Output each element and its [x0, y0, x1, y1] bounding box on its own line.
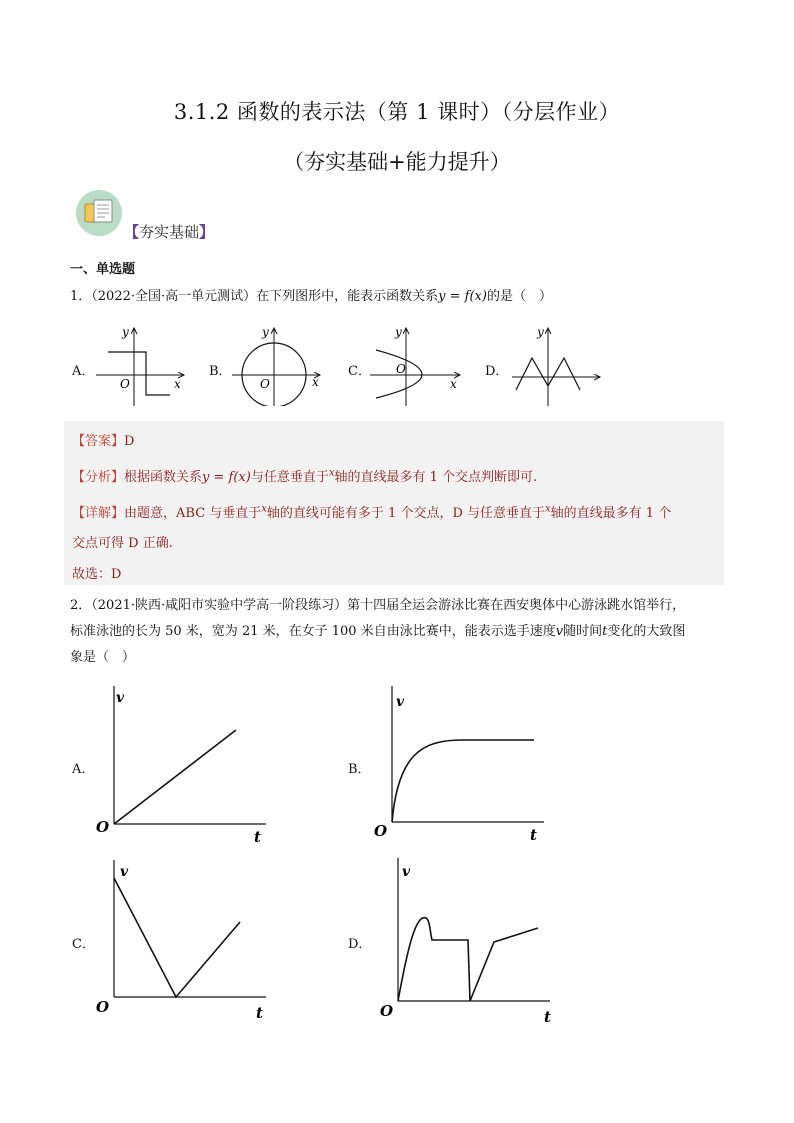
detail-var2: x: [545, 503, 551, 515]
t-label: t: [254, 828, 261, 846]
q2-graph-a: [94, 684, 274, 848]
q1-graph-a: [92, 322, 192, 406]
q2-line1-text: 第十四届全运会游泳比赛在西安奥体中心游泳跳水馆举行，: [347, 598, 686, 613]
x-label: x: [174, 377, 181, 391]
question-2: [70, 593, 730, 671]
q1-option-b-label[interactable]: B．: [209, 364, 232, 379]
origin-label: O: [260, 377, 270, 391]
part-heading: 一、单选题: [70, 262, 136, 277]
y-label: y: [395, 325, 402, 339]
q1-option-a-label[interactable]: A．: [72, 364, 95, 379]
analysis-pre: 根据函数关系: [124, 470, 203, 485]
q2-line-1: [70, 593, 730, 619]
analysis-var: x: [328, 467, 335, 479]
page-subtitle: （夯实基础+能力提升）: [283, 150, 511, 174]
q1-option-d-label[interactable]: D．: [485, 364, 509, 379]
q2-option-d-label[interactable]: D．: [348, 937, 372, 952]
y-label: y: [262, 325, 269, 339]
analysis-label: 【分析】: [72, 470, 125, 485]
v-label: v: [396, 694, 405, 710]
q2-option-a-label[interactable]: A．: [72, 762, 95, 777]
t-label: t: [530, 826, 537, 844]
t-label: t: [544, 1008, 551, 1024]
analysis-post: 轴的直线最多有 1 个交点判断即可.: [334, 470, 538, 485]
detail-1b: 轴的直线可能有多于 1 个交点，D 与任意垂直于: [266, 506, 546, 521]
q1-formula: y = f(x): [438, 289, 487, 304]
q2-line2b: 随时间: [563, 624, 603, 639]
analysis-mid: 与任意垂直于: [250, 470, 329, 485]
detail-var1: x: [261, 503, 267, 515]
q2-option-b-label[interactable]: B．: [348, 762, 371, 777]
q2-line-3: 象是（ ）: [70, 650, 136, 665]
q1-graph-c: [368, 322, 468, 406]
detail-1c: 轴的直线最多有 1 个: [550, 506, 672, 521]
section-bracket-open: 【: [124, 223, 140, 241]
analysis-line: [72, 466, 537, 485]
answer-value: D: [124, 434, 135, 449]
origin-label: O: [380, 1002, 394, 1020]
graph-curve: [398, 918, 538, 1001]
y-label: y: [537, 325, 544, 339]
section-bracket-close: 】: [199, 223, 215, 241]
origin-label: O: [96, 998, 110, 1016]
q2-line2c: 变化的大致图: [607, 624, 686, 639]
origin-label: O: [374, 822, 388, 840]
q2-number: 2．: [70, 598, 92, 613]
q2-source: （2021·陕西·咸阳市实验中学高一阶段练习）: [91, 598, 348, 613]
q2-var-t: t: [602, 624, 608, 639]
graph-curve: [108, 352, 170, 395]
q1-graph-b: [228, 322, 328, 406]
section-label-text: 夯实基础: [139, 223, 200, 241]
t-label: t: [256, 1004, 263, 1022]
v-label: v: [120, 864, 129, 880]
question-1: [70, 284, 730, 310]
q1-graph-d: [508, 322, 608, 406]
answer-label: 【答案】: [72, 434, 125, 449]
detail-line-1: [72, 502, 722, 521]
section-label: [124, 221, 214, 242]
v-label: v: [402, 864, 411, 880]
q2-line-2: [70, 619, 730, 645]
y-label: y: [122, 325, 129, 339]
q2-var-v: v: [555, 624, 564, 639]
graph-curve: [114, 730, 236, 824]
q2-graph-b: [372, 684, 552, 848]
detail-1a: 由题意，ABC 与垂直于: [124, 506, 262, 521]
q2-option-c-label[interactable]: C．: [72, 937, 95, 952]
q2-graph-c: [94, 858, 274, 1024]
q2-graph-d: [378, 856, 558, 1024]
origin-label: O: [396, 362, 406, 376]
graph-curve: [392, 740, 534, 822]
q2-line2a: 标准泳池的长为 50 米，宽为 21 米，在女子 100 米自由泳比赛中，能表示选手速度: [70, 624, 556, 639]
q1-text-before: 在下列图形中，能表示函数关系: [256, 289, 439, 304]
page-title: 3.1.2 函数的表示法（第 1 课时）（分层作业）: [173, 100, 621, 124]
q1-option-c-label[interactable]: C．: [348, 364, 371, 379]
x-label: x: [312, 375, 319, 389]
q1-number: 1．: [70, 289, 92, 304]
notebook-icon: [76, 190, 122, 236]
origin-label: O: [120, 377, 130, 391]
detail-label: 【详解】: [72, 506, 125, 521]
q1-source: （2022·全国·高一单元测试）: [91, 289, 257, 304]
detail-line-2: 交点可得 D 正确.: [72, 536, 173, 551]
x-label: x: [450, 377, 457, 391]
origin-label: O: [96, 818, 110, 836]
analysis-formula: y = f(x): [202, 470, 251, 485]
answer-line: [72, 430, 134, 449]
graph-curve: [114, 878, 240, 997]
v-label: v: [116, 690, 125, 706]
conclusion-line: 故选：D: [72, 567, 122, 582]
q1-text-after: 的是（ ）: [486, 289, 552, 304]
